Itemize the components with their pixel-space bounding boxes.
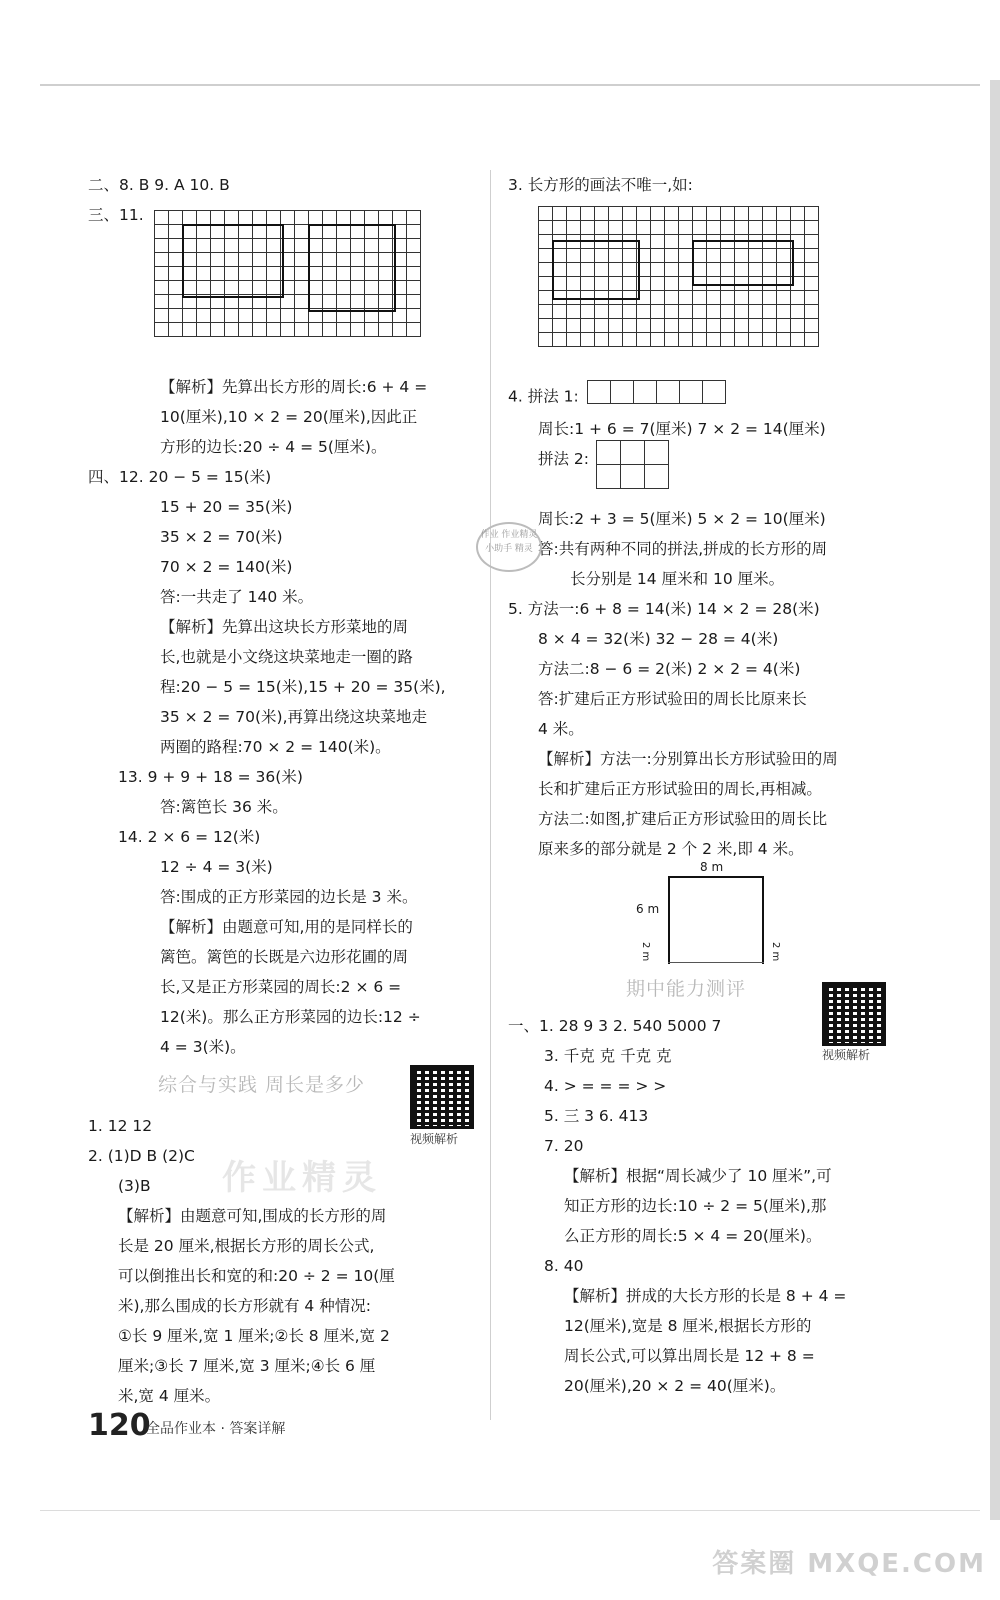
analysis: 程:20 − 5 = 15(米),15 + 20 = 35(米), <box>160 678 446 696</box>
book-title: 全品作业本 · 答案详解 <box>146 1421 286 1437</box>
analysis: 【解析】拼成的大长方形的长是 8 + 4 = <box>564 1287 847 1305</box>
watermark-text: 作业精灵 <box>222 1158 382 1198</box>
answer-line: 13. 9 + 9 + 18 = 36(米) <box>118 768 303 786</box>
analysis: 12(米)。那么正方形菜园的边长:12 ÷ <box>160 1008 421 1026</box>
answer-line: 4. > = = = > > <box>544 1077 667 1095</box>
analysis: 么正方形的周长:5 × 4 = 20(厘米)。 <box>564 1227 822 1245</box>
answer-line: 3. 长方形的画法不唯一,如: <box>508 176 693 194</box>
analysis: 方形的边长:20 ÷ 4 = 5(厘米)。 <box>160 438 387 456</box>
section-title: 期中能力测评 <box>626 978 747 1000</box>
top-rule <box>40 84 980 86</box>
page-edge <box>990 80 1000 1520</box>
analysis: 4 = 3(米)。 <box>160 1038 246 1056</box>
analysis: 原来多的部分就是 2 个 2 米,即 4 米。 <box>538 840 804 858</box>
analysis: 长是 20 厘米,根据长方形的周长公式, <box>118 1237 375 1255</box>
answer-line: 周长:2 + 3 = 5(厘米) 5 × 2 = 10(厘米) <box>538 510 826 528</box>
watermark-stamp: 作业 作业精灵小助手 精灵 <box>476 522 542 572</box>
label-left: 6 m <box>636 902 660 916</box>
rectangle-shape <box>182 224 284 298</box>
answer-line: 方法二:8 − 6 = 2(米) 2 × 2 = 4(米) <box>538 660 801 678</box>
watermark-logo: 答案圈 MXQE.COM <box>712 1549 986 1579</box>
analysis: 厘米;③长 7 厘米,宽 3 厘米;④长 6 厘 <box>118 1357 376 1375</box>
analysis: 方法二:如图,扩建后正方形试验田的周长比 <box>538 810 828 828</box>
analysis: 【解析】方法一:分别算出长方形试验田的周 <box>538 750 838 768</box>
answer-line: 答:围成的正方形菜园的边长是 3 米。 <box>160 888 418 906</box>
rectangle-shape <box>552 240 640 300</box>
analysis: ①长 9 厘米,宽 1 厘米;②长 8 厘米,宽 2 <box>118 1327 390 1345</box>
answer-line: 15 + 20 = 35(米) <box>160 498 293 516</box>
analysis: 长,也就是小文绕这块菜地走一圈的路 <box>160 648 413 666</box>
answer-line: 8. 40 <box>544 1257 584 1275</box>
analysis: 可以倒推出长和宽的和:20 ÷ 2 = 10(厘 <box>118 1267 395 1285</box>
answer-line: 长分别是 14 厘米和 10 厘米。 <box>570 570 785 588</box>
analysis: 【解析】由题意可知,围成的长方形的周 <box>118 1207 387 1225</box>
qr-code-icon[interactable] <box>410 1065 474 1129</box>
grid-2x3-figure <box>596 440 669 489</box>
answer-line: 答:共有两种不同的拼法,拼成的长方形的周 <box>538 540 828 558</box>
answer-line: 三、11. <box>88 206 144 224</box>
answer-line: 周长:1 + 6 = 7(厘米) 7 × 2 = 14(厘米) <box>538 420 826 438</box>
left-column <box>88 170 480 1411</box>
right-column <box>508 170 898 1401</box>
analysis: 长和扩建后正方形试验田的周长,再相减。 <box>538 780 822 798</box>
answer-line: 7. 20 <box>544 1137 584 1155</box>
analysis: 20(厘米),20 × 2 = 40(厘米)。 <box>564 1377 786 1395</box>
label-small-right: 2 m <box>770 942 781 962</box>
analysis: 【解析】先算出长方形的周长:6 + 4 = <box>160 378 428 396</box>
square-shape <box>308 224 396 312</box>
answer-line: (3)B <box>118 1177 151 1195</box>
answer-line: 5. 方法一:6 + 8 = 14(米) 14 × 2 = 28(米) <box>508 600 820 618</box>
answer-line: 5. 三 3 6. 413 <box>544 1107 649 1125</box>
answer-line: 8 × 4 = 32(米) 32 − 28 = 4(米) <box>538 630 779 648</box>
qr-label: 视频解析 <box>822 1048 871 1062</box>
answer-line: 2. (1)D B (2)C <box>88 1147 195 1165</box>
answer-line: 14. 2 × 6 = 12(米) <box>118 828 261 846</box>
analysis: 米,宽 4 厘米。 <box>118 1387 221 1405</box>
column-divider <box>490 170 491 1420</box>
answer-line: 1. 12 12 <box>88 1117 153 1135</box>
answer-line: 35 × 2 = 70(米) <box>160 528 283 546</box>
answer-line: 答:扩建后正方形试验田的周长比原来长 <box>538 690 807 708</box>
strip-figure <box>588 380 726 414</box>
answer-line: 一、1. 28 9 3 2. 540 5000 7 <box>508 1017 722 1035</box>
answer-line: 答:一共走了 140 米。 <box>160 588 314 606</box>
analysis: 长,又是正方形菜园的周长:2 × 6 = <box>160 978 402 996</box>
qr-label: 视频解析 <box>410 1132 459 1146</box>
answer-line: 4 米。 <box>538 720 584 738</box>
analysis: 12(厘米),宽是 8 厘米,根据长方形的 <box>564 1317 812 1335</box>
page-number: 120 <box>88 1408 151 1443</box>
analysis: 米),那么围成的长方形就有 4 种情况: <box>118 1297 371 1315</box>
answer-line <box>508 380 898 414</box>
qr-code-icon[interactable] <box>822 982 886 1046</box>
analysis: 【解析】先算出这块长方形菜地的周 <box>160 618 409 636</box>
analysis: 【解析】根据“周长减少了 10 厘米”,可 <box>564 1167 832 1185</box>
answer-line: 3. 千克 克 千克 克 <box>544 1047 672 1065</box>
analysis: 10(厘米),10 × 2 = 20(厘米),因此正 <box>160 408 418 426</box>
bottom-rule <box>40 1510 980 1511</box>
answer-line: 二、8. B 9. A 10. B <box>88 176 230 194</box>
section-title: 综合与实践 周长是多少 <box>158 1074 366 1096</box>
analysis: 知正方形的边长:10 ÷ 2 = 5(厘米),那 <box>564 1197 827 1215</box>
method-label: 拼法 2: <box>538 450 590 468</box>
label-small-left: 2 m <box>640 942 651 962</box>
rectangle-shape <box>692 240 794 286</box>
answer-line: 答:篱笆长 36 米。 <box>160 798 288 816</box>
analysis: 【解析】由题意可知,用的是同样长的 <box>160 918 413 936</box>
answer-line: 四、12. 20 − 5 = 15(米) <box>88 468 272 486</box>
answer-line: 12 ÷ 4 = 3(米) <box>160 858 273 876</box>
analysis: 两圈的路程:70 × 2 = 140(米)。 <box>160 738 391 756</box>
analysis: 35 × 2 = 70(米),再算出绕这块菜地走 <box>160 708 428 726</box>
method-label: 4. 拼法 1: <box>508 387 579 406</box>
answer-line: 70 × 2 = 140(米) <box>160 558 293 576</box>
analysis: 周长公式,可以算出周长是 12 + 8 = <box>564 1347 815 1365</box>
label-top: 8 m <box>700 860 724 874</box>
analysis: 篱笆。篱笆的长既是六边形花圃的周 <box>160 948 409 966</box>
